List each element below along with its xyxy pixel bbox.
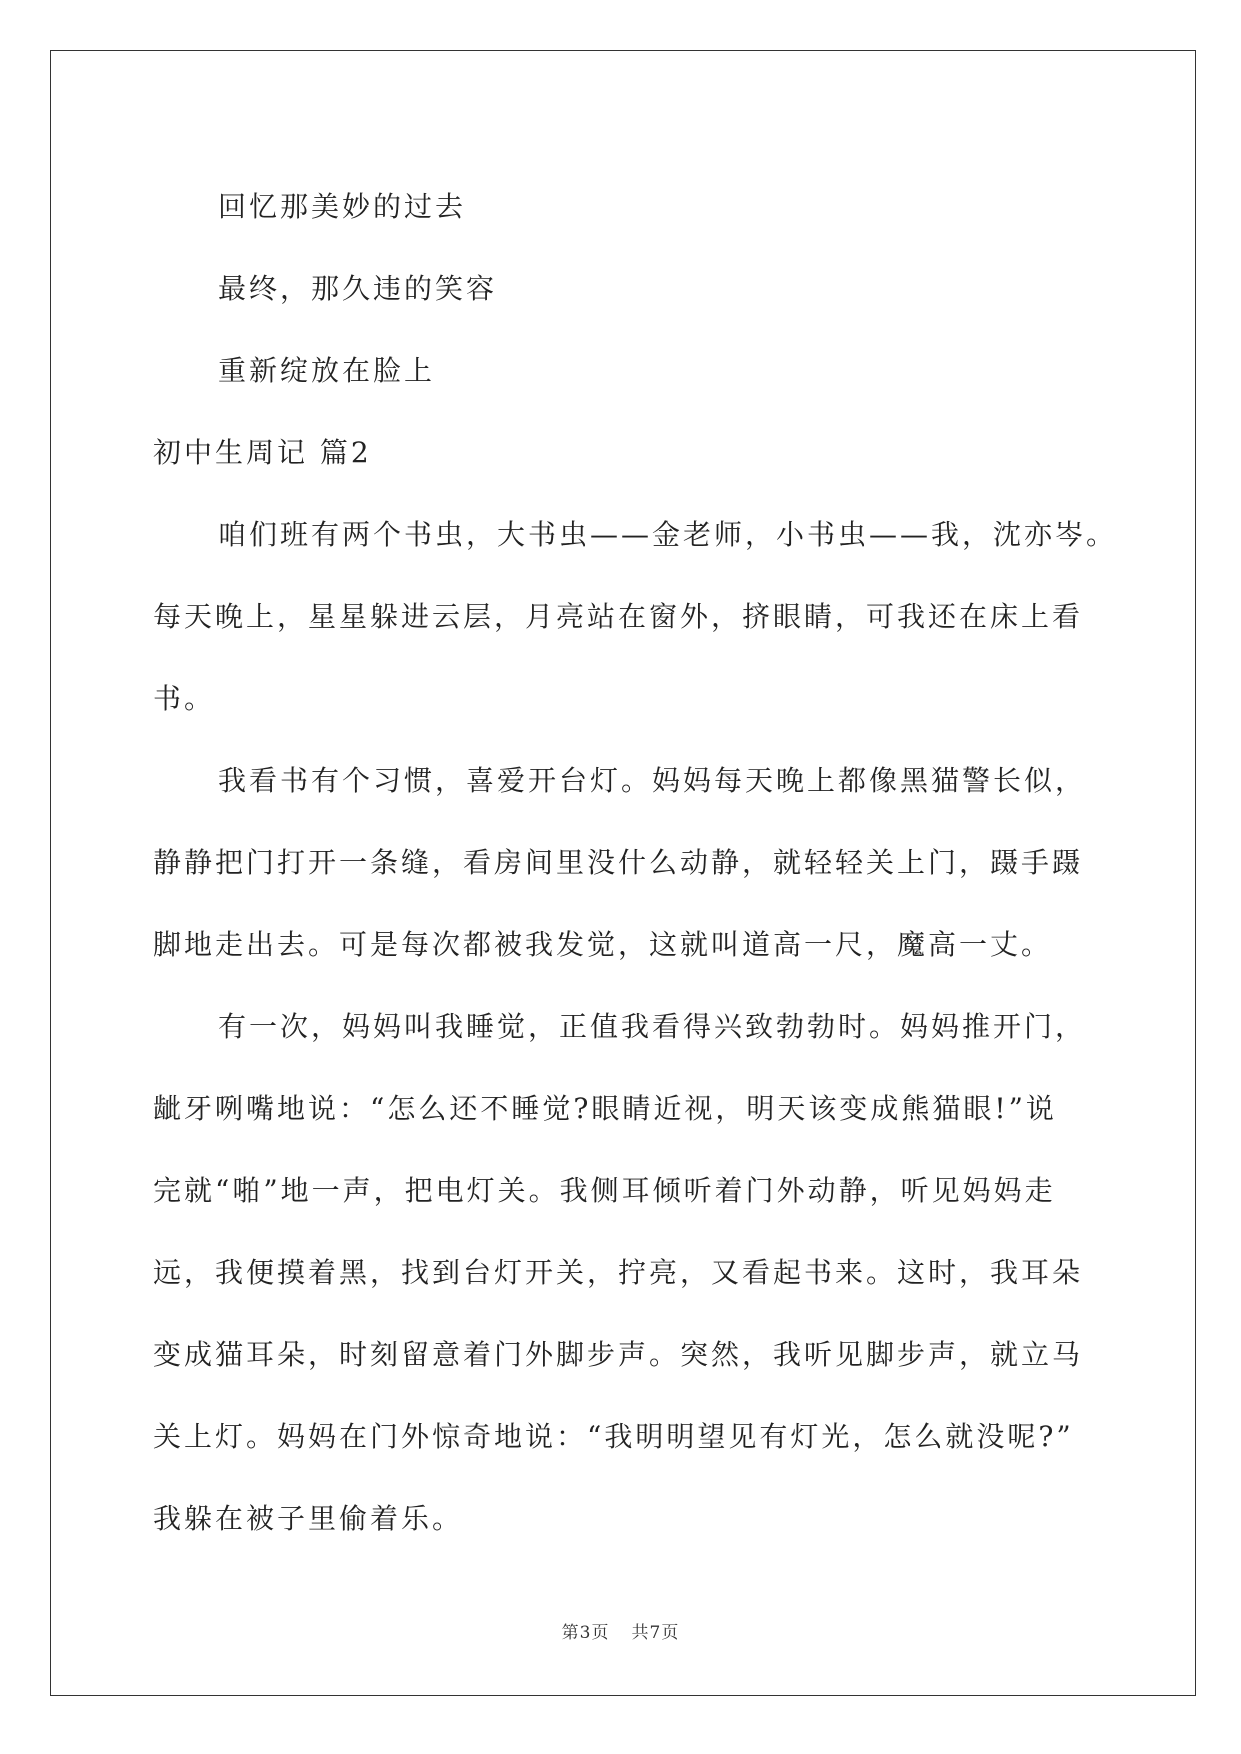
paragraph-line: 书。 — [153, 682, 216, 715]
paragraph-line: 完就“啪”地一声，把电灯关。我侧耳倾听着门外动静，听见妈妈走 — [153, 1174, 1056, 1207]
section-heading: 初中生周记 篇2 — [153, 436, 372, 469]
paragraph-line: 咱们班有两个书虫，大书虫——金老师，小书虫——我，沈亦岑。 — [218, 518, 1118, 551]
document-body — [153, 166, 1118, 1560]
paragraph-line: 远，我便摸着黑，找到台灯开关，拧亮，又看起书来。这时，我耳朵 — [153, 1256, 1084, 1289]
paragraph-line: 有一次，妈妈叫我睡觉，正值我看得兴致勃勃时。妈妈推开门， — [218, 1010, 1087, 1043]
paragraph-line: 龇牙咧嘴地说：“怎么还不睡觉?眼睛近视，明天该变成熊猫眼!”说 — [153, 1092, 1057, 1125]
text-line: 重新绽放在脸上 — [218, 354, 436, 387]
text-line: 最终，那久违的笑容 — [218, 272, 498, 305]
paragraph-line: 静静把门打开一条缝，看房间里没什么动静，就轻轻关上门，蹑手蹑 — [153, 846, 1084, 879]
text-line: 回忆那美妙的过去 — [218, 190, 467, 223]
paragraph-line: 我躲在被子里偷着乐。 — [153, 1502, 464, 1535]
page-number: 第3页 — [561, 1623, 610, 1643]
paragraph-line: 关上灯。妈妈在门外惊奇地说：“我明明望见有灯光，怎么就没呢?” — [153, 1420, 1074, 1453]
paragraph-line: 每天晚上，星星躲进云层，月亮站在窗外，挤眼睛，可我还在床上看 — [153, 600, 1084, 633]
page-total: 共7页 — [631, 1623, 680, 1643]
page-footer — [0, 1618, 1241, 1643]
paragraph-line: 变成猫耳朵，时刻留意着门外脚步声。突然，我听见脚步声，就立马 — [153, 1338, 1084, 1371]
paragraph-line: 脚地走出去。可是每次都被我发觉，这就叫道高一尺，魔高一丈。 — [153, 928, 1053, 961]
paragraph-line: 我看书有个习惯，喜爱开台灯。妈妈每天晚上都像黑猫警长似， — [218, 764, 1087, 797]
